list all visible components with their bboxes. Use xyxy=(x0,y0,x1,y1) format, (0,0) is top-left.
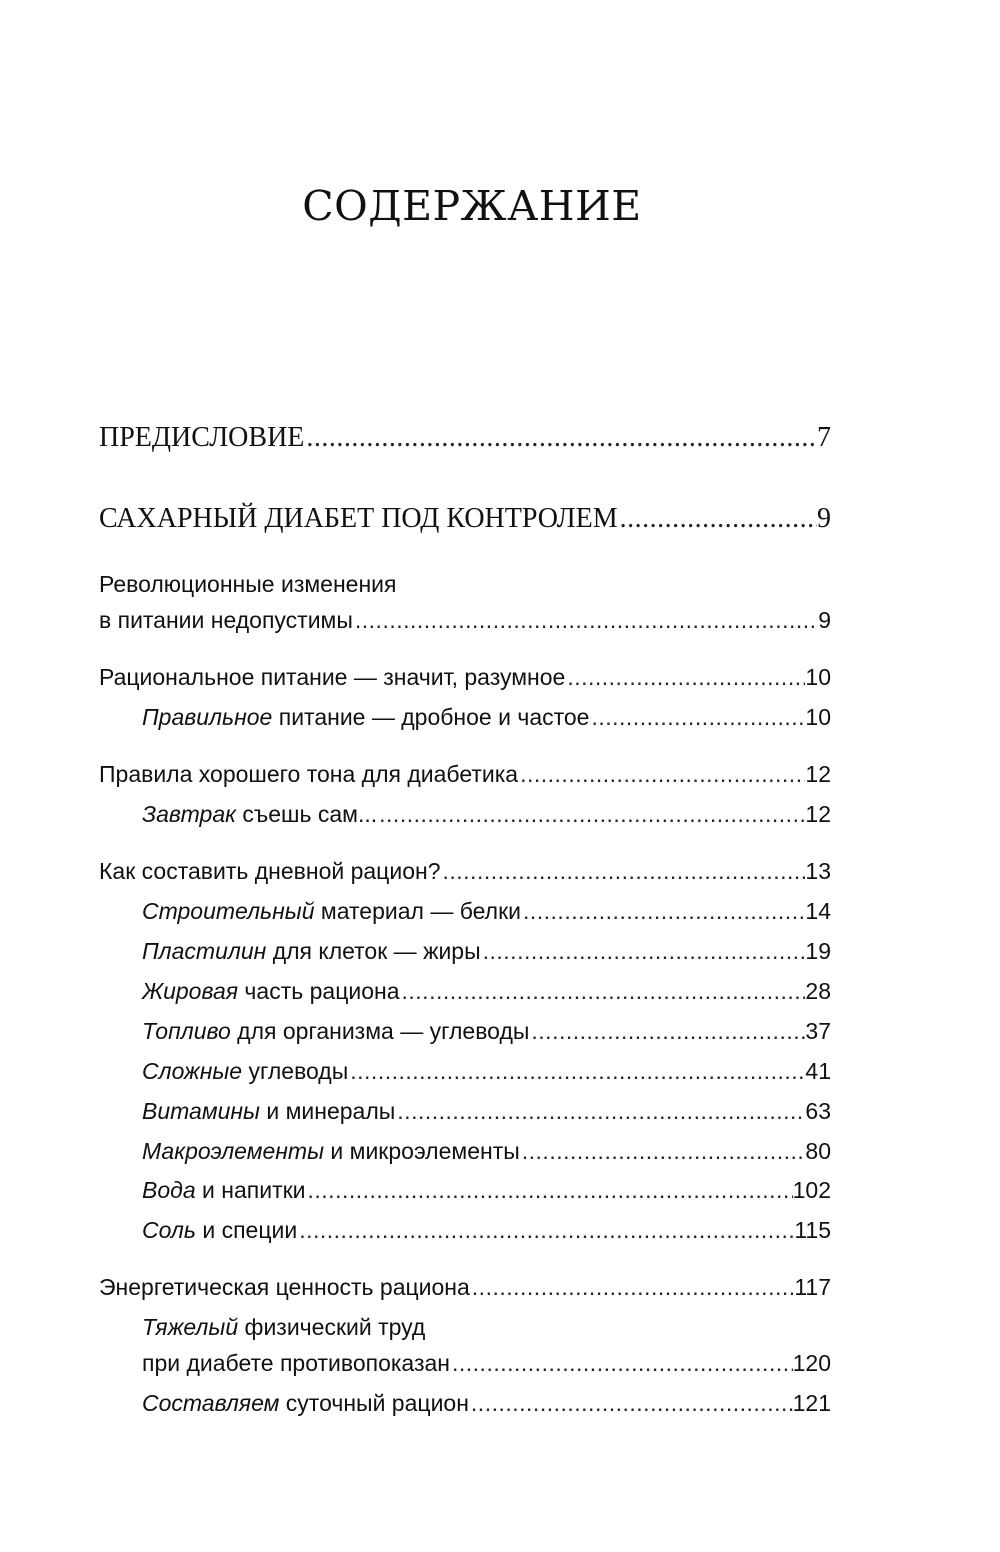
label-italic: Соль xyxy=(142,1217,196,1243)
toc-entry-label xyxy=(142,1387,469,1419)
toc-entry-fat-part[interactable] xyxy=(142,975,831,1007)
toc-entry-label: Энергетическая ценность рациона xyxy=(99,1274,470,1300)
label-rest: физический труд xyxy=(238,1314,426,1340)
label-italic: Жировая xyxy=(142,978,239,1004)
label-italic: Составляем xyxy=(142,1390,280,1416)
label-italic: Сложные xyxy=(142,1058,243,1084)
toc-entry-label: САХАРНЫЙ ДИАБЕТ ПОД КОНТРОЛЕМ xyxy=(99,503,618,534)
toc-entry-correct[interactable] xyxy=(142,701,831,733)
label-rest: и напитки xyxy=(195,1177,306,1203)
label-italic: Строительный xyxy=(142,898,315,924)
toc-entry-label: ПРЕДИСЛОВИЕ xyxy=(99,422,305,453)
toc-entry-label xyxy=(142,1095,395,1127)
dot-leader xyxy=(521,895,805,927)
toc-page-number: 117 xyxy=(794,1274,831,1300)
toc-entry-hard-labor[interactable] xyxy=(142,1347,831,1379)
label-italic: Витамины xyxy=(142,1098,260,1124)
toc-entry-label: Правила хорошего тона для диабетика xyxy=(99,761,519,787)
label-rest: и специи xyxy=(195,1217,298,1243)
toc-entry-label: Рациональное питание — значит, разумное xyxy=(99,664,566,690)
toc-entry-label xyxy=(142,1135,520,1167)
toc-page-number: 41 xyxy=(805,1058,831,1084)
dot-leader xyxy=(481,935,806,967)
label-rest: для клеток — жиры xyxy=(266,938,481,964)
toc-entry-label xyxy=(142,1214,297,1246)
toc-entry-energy[interactable] xyxy=(99,1271,831,1303)
dot-leader xyxy=(304,420,817,456)
label-italic: Вода xyxy=(142,1177,196,1203)
toc-entry-breakfast[interactable] xyxy=(142,798,831,830)
dot-leader xyxy=(306,1174,793,1206)
toc-entry-salt[interactable] xyxy=(142,1214,831,1246)
toc-entry-fats[interactable] xyxy=(142,935,831,967)
dot-leader xyxy=(395,1095,805,1127)
toc-entry-label xyxy=(142,935,481,967)
label-rest: и микроэлементы xyxy=(324,1138,520,1164)
dot-leader xyxy=(297,1214,794,1246)
toc-page-number: 9 xyxy=(817,503,831,534)
toc-page-number: 37 xyxy=(805,1018,831,1044)
label-rest: суточный рацион xyxy=(279,1390,469,1416)
toc-page-number: 63 xyxy=(805,1098,831,1124)
label-rest: материал — белки xyxy=(314,898,521,924)
dot-leader xyxy=(450,1347,793,1379)
toc-entry-revolutionary[interactable] xyxy=(99,604,831,636)
dot-leader xyxy=(377,798,805,830)
toc-entry-preface[interactable] xyxy=(99,420,831,456)
label-italic: Завтрак xyxy=(142,801,236,827)
label-rest: для организма — углеводы xyxy=(230,1018,530,1044)
toc-page-number: 80 xyxy=(805,1138,831,1164)
toc-page-number: 12 xyxy=(805,761,831,787)
toc-entry-label: Революционные изменения xyxy=(99,571,397,597)
toc-page-number: 28 xyxy=(805,978,831,1004)
dot-leader xyxy=(518,758,805,790)
label-rest: питание — дробное и частое xyxy=(272,704,590,730)
toc-entry-label xyxy=(142,975,400,1007)
toc-entry-label xyxy=(142,895,521,927)
toc-entry-daily-ration[interactable] xyxy=(99,855,831,887)
toc-page-number: 7 xyxy=(817,422,831,453)
toc-page-number: 120 xyxy=(792,1350,831,1376)
dot-leader xyxy=(470,1271,795,1303)
page-title: СОДЕРЖАНИЕ xyxy=(302,182,642,230)
toc-page-number: 121 xyxy=(792,1390,831,1416)
label-italic: Правильное xyxy=(142,704,273,730)
dot-leader xyxy=(520,1135,806,1167)
label-italic: Тяжелый xyxy=(142,1314,239,1340)
label-rest: съешь сам... xyxy=(236,801,378,827)
toc-entry-rational[interactable] xyxy=(99,661,831,693)
toc-entry-vitamins[interactable] xyxy=(142,1095,831,1127)
label-rest: часть рациона xyxy=(238,978,400,1004)
toc-entry-revolutionary-line1 xyxy=(99,568,831,600)
label-italic: Топливо xyxy=(142,1018,231,1044)
toc-entry-water[interactable] xyxy=(142,1174,831,1206)
toc-entry-label xyxy=(142,701,589,733)
toc-entry-elements[interactable] xyxy=(142,1135,831,1167)
toc-entry-complex-carbs[interactable] xyxy=(142,1055,831,1087)
toc-page-number: 10 xyxy=(805,664,831,690)
toc-page-number: 12 xyxy=(805,801,831,827)
toc-page-number: 13 xyxy=(805,858,831,884)
toc-entry-label: при диабете противопоказан xyxy=(142,1350,450,1376)
toc-entry-label: Как составить дневной рацион? xyxy=(99,858,441,884)
label-italic: Пластилин xyxy=(142,938,267,964)
label-rest: и минералы xyxy=(259,1098,396,1124)
toc-entry-label xyxy=(142,1174,306,1206)
dot-leader xyxy=(441,855,806,887)
toc-page-number: 19 xyxy=(805,938,831,964)
toc-entry-label xyxy=(142,798,377,830)
toc-page-number: 115 xyxy=(794,1217,831,1243)
dot-leader xyxy=(469,1387,793,1419)
toc-entry-label xyxy=(142,1055,348,1087)
toc-entry-hard-labor-line1 xyxy=(142,1311,831,1343)
toc-entry-proteins[interactable] xyxy=(142,895,831,927)
toc-page-number: 14 xyxy=(805,898,831,924)
dot-leader xyxy=(353,604,818,636)
dot-leader xyxy=(589,701,805,733)
toc-entry-daily-compose[interactable] xyxy=(142,1387,831,1419)
toc-page-number: 9 xyxy=(818,607,831,633)
dot-leader xyxy=(348,1055,805,1087)
toc-entry-label: в питании недопустимы xyxy=(99,607,353,633)
toc-entry-carbs[interactable] xyxy=(142,1015,831,1047)
toc-entry-diabetes-control[interactable] xyxy=(99,501,831,537)
dot-leader xyxy=(618,501,817,537)
toc-page-number: 10 xyxy=(805,704,831,730)
dot-leader xyxy=(400,975,806,1007)
label-italic: Макроэлементы xyxy=(142,1138,325,1164)
dot-leader xyxy=(529,1015,805,1047)
toc-entry-label xyxy=(142,1015,529,1047)
toc-entry-label xyxy=(142,1311,425,1343)
dot-leader xyxy=(565,661,805,693)
toc-entry-good-manners[interactable] xyxy=(99,758,831,790)
label-rest: углеводы xyxy=(242,1058,349,1084)
toc-page-number: 102 xyxy=(792,1177,831,1203)
